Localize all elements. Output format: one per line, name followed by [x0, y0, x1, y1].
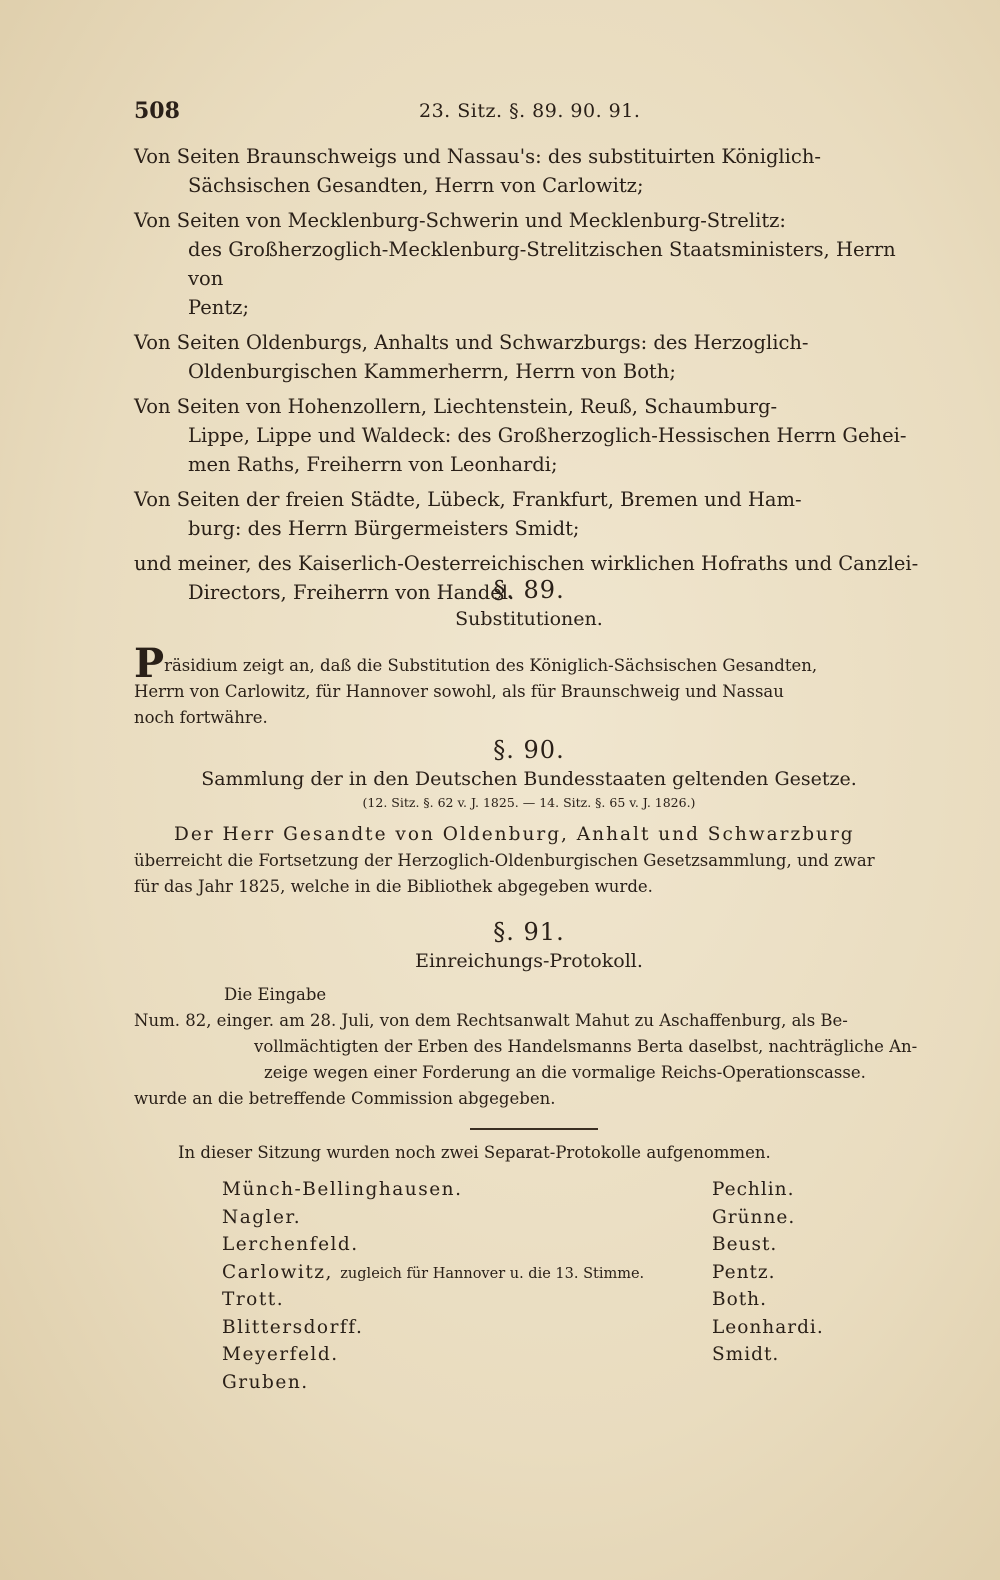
- section-reference: (12. Sitz. §. 62 v. J. 1825. — 14. Sitz. §. 65 v. J. 1826.): [362, 795, 696, 810]
- signature-row: Meyerfeld. Smidt.: [222, 1344, 780, 1365]
- section-89-body: Präsidium zeigt an, daß die Substitution des Königlich-Sächsischen Gesandten, Herrn von Carlowitz, für Hannover sowohl, als für Braunschweig und Nassau noch fortwähre.: [134, 640, 818, 727]
- page-header: [134, 98, 854, 132]
- attendance-entry-cont: Sächsischen Gesandten, Herrn von Carlowitz;: [188, 174, 644, 197]
- section-heading: §. 90.: [493, 736, 565, 764]
- section-title: Substitutionen.: [455, 608, 603, 630]
- signature-row: Carlowitz, zugleich für Hannover u. die 13. Stimme. Pentz.: [222, 1261, 776, 1283]
- attendance-entry: und meiner, des Kaiserlich-Oesterreichischen wirklichen Hofraths und Canzlei-: [134, 552, 919, 575]
- entry-intro: Die Eingabe: [224, 985, 327, 1004]
- attendance-entry: Von Seiten von Hohenzollern, Liechtenstein, Reuß, Schaumburg-: [134, 395, 778, 418]
- signature-row: Münch-Bellinghausen. Pechlin.: [222, 1179, 795, 1200]
- attendance-entry: Von Seiten Oldenburgs, Anhalts und Schwarzburgs: des Herzoglich-: [134, 331, 809, 354]
- section-89: [134, 576, 924, 634]
- signature-row: Gruben.: [222, 1371, 309, 1393]
- divider-rule: [470, 1128, 598, 1130]
- signature-row: Blittersdorff. Leonhardi.: [222, 1316, 824, 1338]
- section-90-body: Der Herr Gesandte von Oldenburg, Anhalt und Schwarzburg überreicht die Fortsetzung der Herzoglich-Oldenburgischen Gesetzsammlung, und zwar für das Jahr 1825, welche in die Bibliothek abgegeben wurde.: [134, 824, 875, 896]
- signature-row: Lerchenfeld. Beust.: [222, 1234, 778, 1255]
- section-heading: §. 91.: [493, 918, 565, 946]
- running-head: 23. Sitz. §. 89. 90. 91.: [419, 100, 641, 122]
- signature-note: zugleich für Hannover u. die 13. Stimme.: [340, 1265, 645, 1282]
- signature-row: Trott. Both.: [222, 1289, 767, 1310]
- attendance-entry: Von Seiten von Mecklenburg-Schwerin und Mecklenburg-Strelitz:: [134, 209, 786, 232]
- closing-note: In dieser Sitzung wurden noch zwei Separat-Protokolle aufgenommen.: [178, 1143, 771, 1162]
- section-91: [134, 918, 924, 976]
- section-title: Sammlung der in den Deutschen Bundesstaaten geltenden Gesetze.: [201, 768, 857, 790]
- section-90: [134, 736, 924, 812]
- section-heading: §. 89.: [493, 576, 565, 604]
- signature-row: Nagler. Grünne.: [222, 1206, 796, 1228]
- page-number: 508: [134, 98, 180, 124]
- attendance-entry: Von Seiten Braunschweigs und Nassau's: des substituirten Königlich-: [134, 145, 821, 168]
- signature-list: [222, 1176, 842, 1396]
- drop-cap: P: [134, 640, 165, 687]
- section-title: Einreichungs-Protokoll.: [415, 950, 643, 972]
- attendance-list: Von Seiten Braunschweigs und Nassau's: des substituirten Königlich- Sächsischen Gesandten, Herrn von Carlowitz; Von Seiten von Mecklenburg-Schwerin und Mecklenburg-Strelitz: des Großherzoglich-Mecklenburg-Strelitzischen Staatsministers, Herrn von Pentz; Von Seiten Oldenburgs, Anhalts und Schwarzburgs: des Herzoglich- Oldenburgischen Kammerherrn, Herrn von Both; Von Seiten von Hohenzollern, Liechtenstein, Reuß, Schaumburg- Lippe, Lippe und Waldeck: des Großherzoglich-Hessischen Herrn Gehei- men Raths, Freiherrn von Leonhardi; Von Seiten der freien Städte, Lübeck, Frankfurt, Bremen und Ham- burg: des Herrn Bürgermeisters Smidt; und meiner, des Kaiserlich-Oesterreichischen wirklichen Hofraths und Canzlei- Directors, Freiherrn von Handel.: [134, 142, 924, 607]
- attendance-entry: Von Seiten der freien Städte, Lübeck, Frankfurt, Bremen und Ham-: [134, 488, 802, 511]
- section-91-body: Die Eingabe Num. 82, einger. am 28. Juli, von dem Rechtsanwalt Mahut zu Aschaffenburg, als Be- vollmächtigten der Erben des Handelsmanns Berta daselbst, nachträgliche An- zeige wegen einer Forderung an die vormalige Reichs-Operationscasse. wurde an die betreffende Commission abgegeben.: [134, 982, 924, 1112]
